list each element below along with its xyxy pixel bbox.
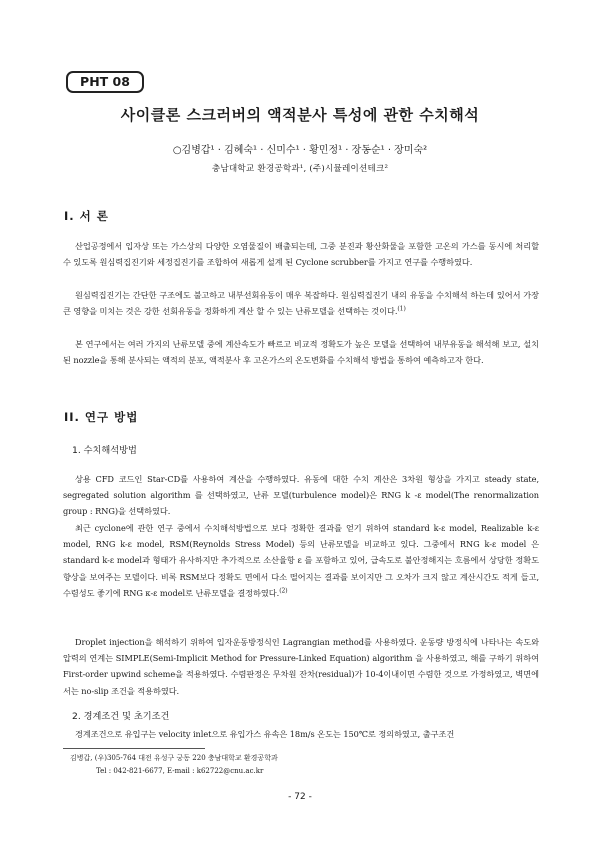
methods-paragraph-3: Droplet injection을 해석하기 위하여 입자운동방정식인 Lagrangian method를 사용하였다. 운동량 방정식에 나타나는 속도와 압력의 연계는 SIMPLE(Semi-Implicit Method for Pressure-Linked Equation) algorithm 을 사용하였고, 해를 구하기 위하여 First-order upwind scheme을 적용하였다. 수렴판정은 무차원 잔차(residual)가 10-4이내이면 수렴한 것으로 가정하였고, 벽면에서는 no-slip 조건을 적용하였다. [63, 637, 539, 696]
footnote-divider [63, 748, 205, 749]
subsection-heading-numerical: 1. 수치해석방법 [72, 445, 137, 456]
methods-paragraph-1: 상용 CFD 코드인 Star-CD를 사용하여 계산을 수행하였다. 유동에 대한 수치 계산은 3차원 형상을 가지고 steady state, segregated solution algorithm 를 선택하였고, 난류 모델(turbulence model)은 RNG k -ε model(The renormalization group : RNG)을 선택하였다. [63, 474, 539, 517]
footnote-contact: Tel : 042-821-6677, E-mail : k62722@cnu.ac.kr [96, 767, 264, 775]
intro-paragraph-3: 본 연구에서는 여러 가지의 난류모델 중에 계산속도가 빠르고 비교적 정확도가 높은 모델을 선택하여 내부유동을 해석해 보고, 설치된 nozzle을 통해 분사되는 액적의 분포, 액적분사 후 고온가스의 온도변화를 수치해석 방법을 통하여 예측하고자 한다. [63, 339, 539, 366]
affiliation: 충남대학교 환경공학과¹, (주)시뮬레이션테크² [211, 164, 389, 174]
intro-paragraph-2-text: 원심력집진기는 간단한 구조에도 불고하고 내부선회유동이 매우 복잡하다. 원심력집진기 내의 유동을 수치해석 하는데 있어서 가장 큰 영향을 미치는 것은 강한 선회유동을 정화하게 계산 할 수 있는 난류모델을 선택하는 것이다. [63, 290, 539, 317]
boundary-paragraph: 경계조건으로 유입구는 velocity inlet으로 유입가스 유속은 18m/s 온도는 150℃로 정의하였고, 출구조건 [75, 729, 455, 739]
author-list: ○김병갑¹ · 김혜숙¹ · 신미수¹ · 황민정¹ · 장동순¹ · 장미숙² [172, 145, 428, 156]
session-badge: PHT 08 [66, 71, 144, 93]
section-heading-introduction: I. 서 론 [64, 209, 109, 223]
methods-paragraph-2-text: 최근 cyclone에 관한 연구 중에서 수치해석방법으로 보다 정확한 결과를 얻기 위하여 standard k-ε model, Realizable k-ε model, RNG k-ε model, RSM(Reynolds Stress Model) 등의 난류모델을 비교하고 있다. 그중에서 RNG k-ε model 은 standard k-ε model과 형태가 유사하지만 추가적으로 소산율항 ε 를 포함하고 있어, 급속도로 불안정해지는 흐름에서 상당한 정확도 향상을 보여주는 모델이다. 비록 RSM보다 정확도 면에서 다소 떨어지는 결과를 보이지만 그 오차가 크지 않고 계산시간도 적게 들고, 수렴성도 좋기에 RNG κ-ε model로 난류모델을 결정하였다. [63, 523, 539, 598]
reference-marker-1: (1) [397, 305, 406, 313]
methods-paragraph-2 [63, 520, 539, 601]
reference-marker-2: (2) [279, 587, 288, 595]
subsection-heading-boundary: 2. 경계조건 및 초기조건 [72, 711, 170, 722]
page-number: - 72 - [288, 792, 312, 802]
footnote-address: 김병갑, (우)305-764 대전 유성구 궁동 220 충남대학교 환경공학과 [70, 754, 278, 762]
paper-title: 사이클론 스크러버의 액적분사 특성에 관한 수치해석 [120, 106, 480, 124]
section-heading-methods: II. 연구 방법 [64, 410, 139, 424]
intro-paragraph-1: 산업공정에서 입자상 또는 가스상의 다양한 오염물질이 배출되는데, 그중 분진과 황산화물을 포함한 고온의 가스를 동시에 처리할 수 있도록 원심력집진기와 세정집진기를 조합하여 새롭게 설계 된 Cyclone scrubber를 가지고 연구를 수행하였다. [63, 241, 539, 268]
intro-paragraph-2 [63, 287, 539, 319]
